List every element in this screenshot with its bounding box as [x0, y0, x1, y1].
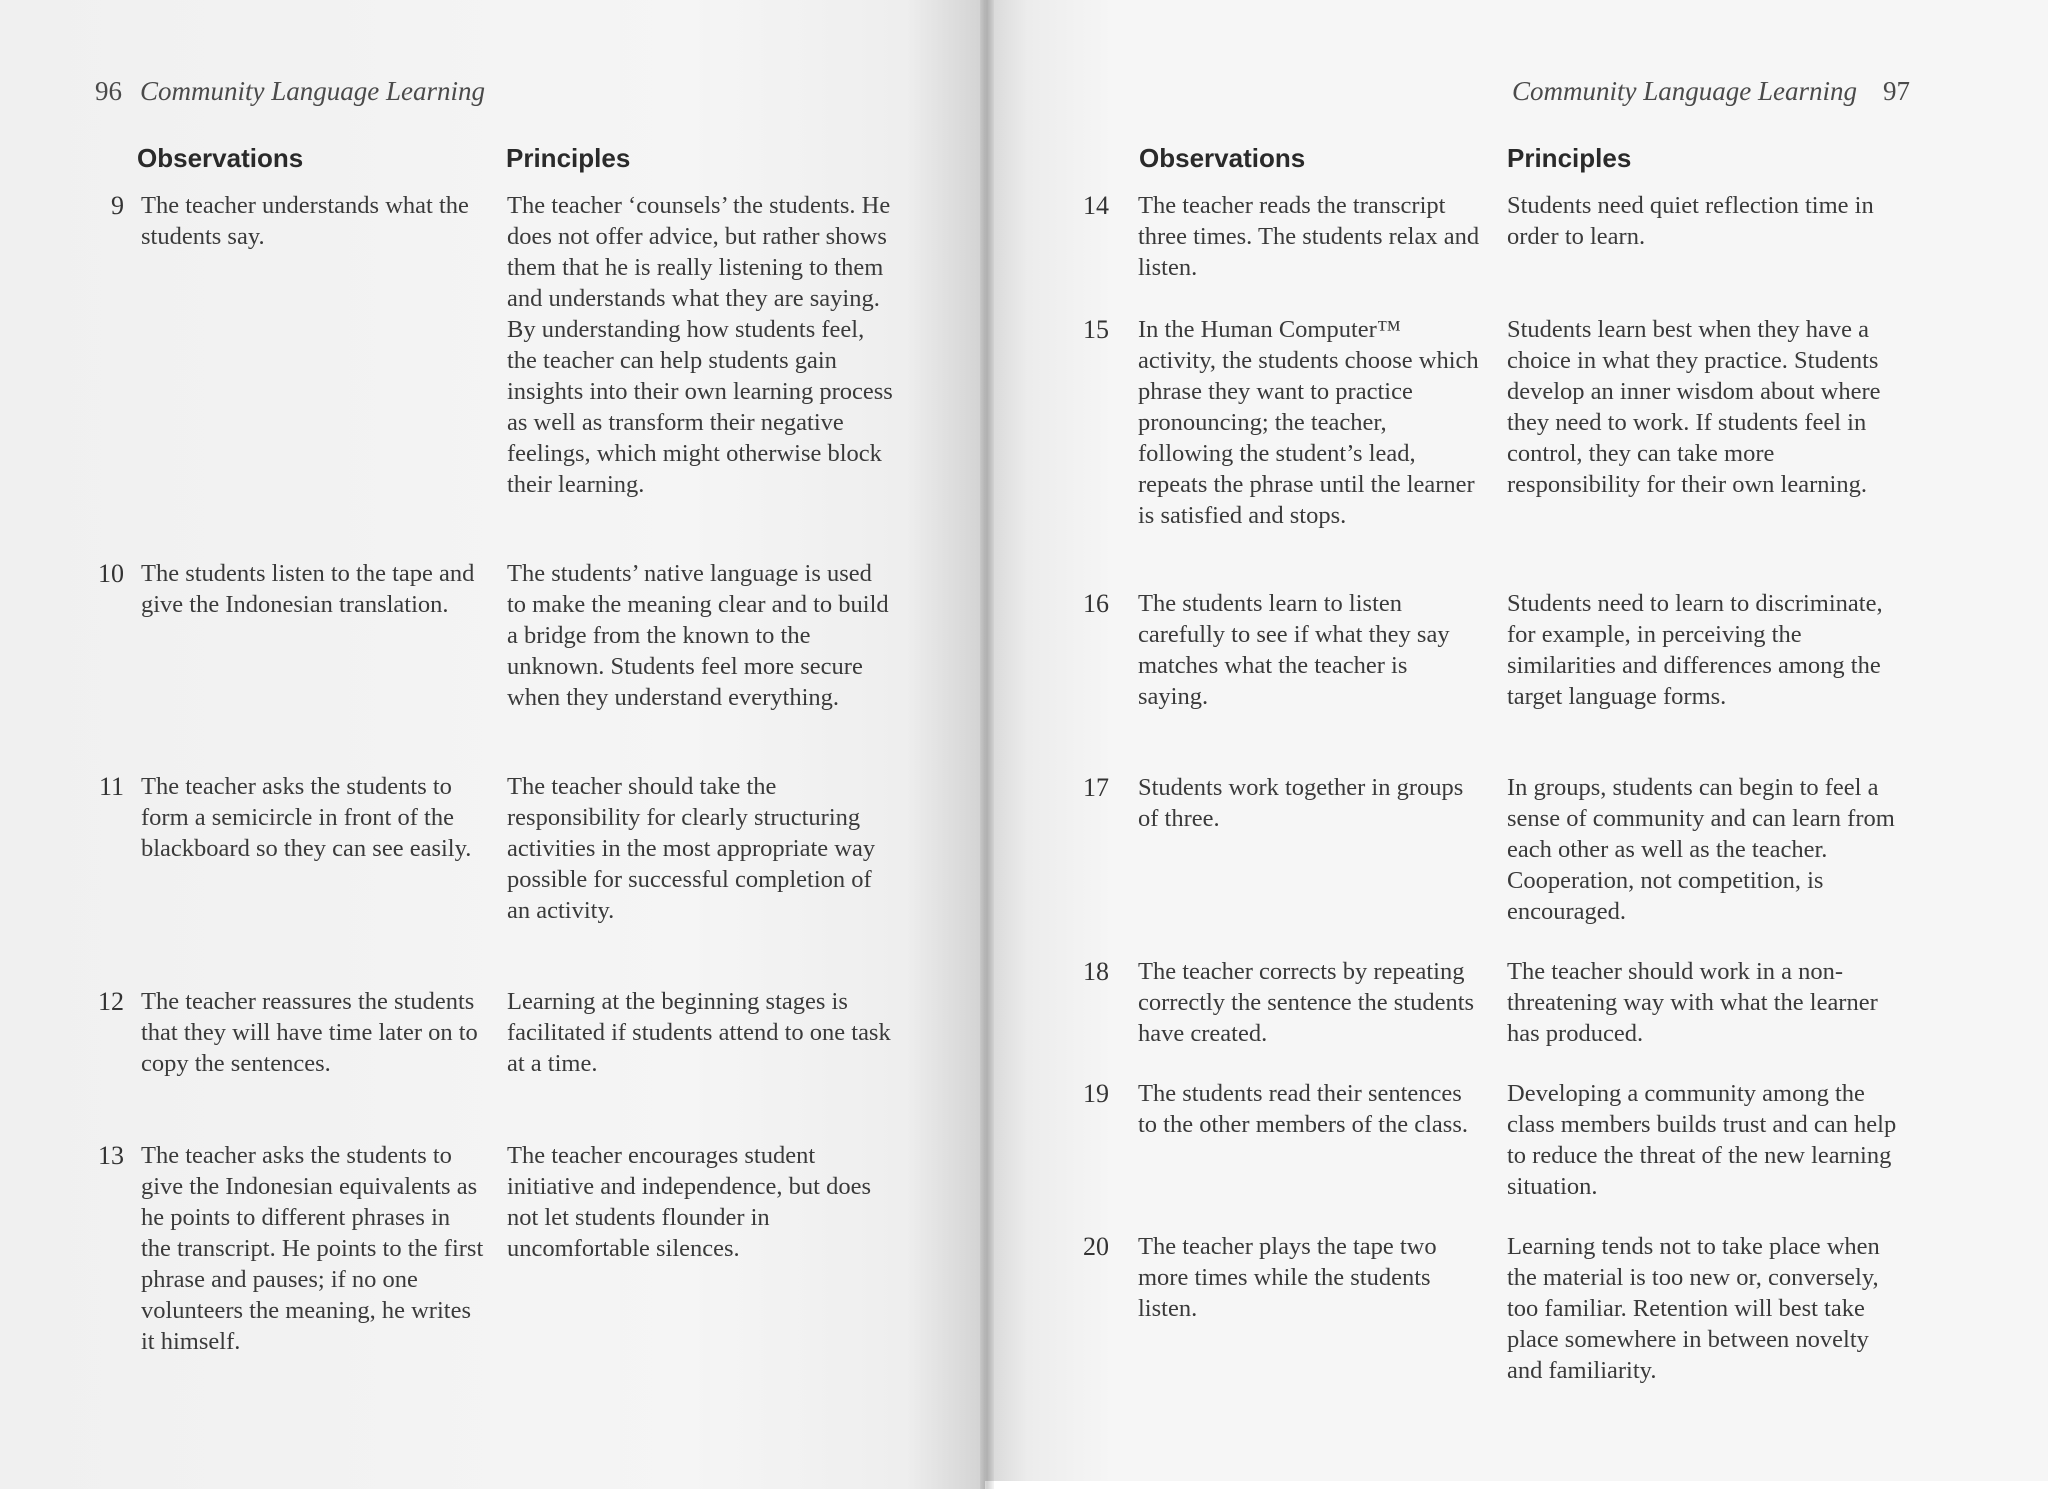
- principle-text: Students need quiet reflection time in order to learn.: [1507, 192, 1874, 250]
- principle-text: The teacher should work in a non-threatening way with what the learner has produced.: [1507, 958, 1878, 1047]
- principle-text: Students learn best when they have a choice in what they practice. Students develop an inner wisdom about where they need to work. If students feel in control, they can take more responsibility for their own learning.: [1507, 316, 1881, 498]
- entry-number: 15: [1083, 315, 1109, 344]
- principle-text: In groups, students can begin to feel a sense of community and can learn from each other as well as the teacher. Cooperation, not competition, is encouraged.: [1507, 774, 1895, 925]
- left-page: [0, 0, 985, 1489]
- running-head-left: [95, 76, 485, 107]
- entry-number: 17: [1083, 773, 1109, 802]
- principle-text: The teacher should take the responsibility for clearly structuring activities in the most appropriate way possible for successful completion of an activity.: [507, 773, 876, 924]
- running-head-right: [1512, 76, 1910, 107]
- principles-heading-left: Principles: [506, 143, 631, 173]
- entry-number: 19: [1083, 1079, 1109, 1108]
- principle-text: The teacher ‘counsels’ the students. He does not offer advice, but rather shows them that he is really listening to them and understands what they are saying. By understanding how students feel, the teacher can help students gain insights into their own learning process as well as transform their negative feelings, which might otherwise block their learning.: [507, 192, 893, 498]
- entry-number: 14: [1083, 191, 1109, 220]
- observation-text: The students read their sentences to the other members of the class.: [1138, 1080, 1468, 1138]
- right-page: [985, 0, 2048, 1489]
- entry-number: 11: [98, 772, 124, 801]
- entry-number: 9: [111, 191, 124, 220]
- observation-text: The students learn to listen carefully to see if what they say matches what the teacher is saying.: [1138, 590, 1450, 710]
- observation-text: The teacher reads the transcript three times. The students relax and listen.: [1138, 192, 1480, 281]
- observations-heading-left: Observations: [137, 143, 304, 173]
- observation-text: The teacher reassures the students that they will have time later on to copy the sentences.: [141, 988, 478, 1077]
- principle-text: The teacher encourages student initiative and independence, but does not let students flounder in uncomfortable silences.: [507, 1142, 871, 1262]
- entry-number: 18: [1083, 957, 1109, 986]
- entry-number: 20: [1083, 1232, 1109, 1261]
- principle-text: Learning at the beginning stages is facilitated if students attend to one task at a time.: [507, 988, 891, 1077]
- page-number-left: 96: [95, 76, 122, 106]
- observation-text: Students work together in groups of three.: [1138, 774, 1464, 832]
- observation-text: In the Human Computer™ activity, the students choose which phrase they want to practice pronouncing; the teacher, following the student’s lead, repeats the phrase until the learner is satisfied and stops.: [1138, 316, 1479, 529]
- entry-number: 12: [98, 987, 124, 1016]
- observation-text: The teacher asks the students to give the Indonesian equivalents as he points to different phrases in the transcript. He points to the first phrase and pauses; if no one volunteers the meaning, he writes it himself.: [141, 1142, 484, 1355]
- observation-text: The students listen to the tape and give the Indonesian translation.: [141, 560, 475, 618]
- running-title-right: Community Language Learning: [1511, 76, 1857, 106]
- page-number-right: 97: [1883, 76, 1910, 106]
- running-title-left: Community Language Learning: [140, 76, 486, 106]
- observations-heading-right: Observations: [1139, 143, 1306, 173]
- book-gutter: [980, 0, 994, 1489]
- observation-text: The teacher corrects by repeating correctly the sentence the students have created.: [1138, 958, 1475, 1047]
- observation-text: The teacher asks the students to form a semicircle in front of the blackboard so they can see easily.: [141, 773, 472, 862]
- observation-text: The teacher plays the tape two more times while the students listen.: [1138, 1233, 1437, 1322]
- principle-text: Students need to learn to discriminate, for example, in perceiving the similarities and differences among the target language forms.: [1507, 590, 1883, 710]
- principle-text: The students’ native language is used to make the meaning clear and to build a bridge from the known to the unknown. Students feel more secure when they understand everything.: [507, 560, 889, 711]
- principle-text: Developing a community among the class members builds trust and can help to reduce the threat of the new learning situation.: [1507, 1080, 1897, 1200]
- entry-number: 16: [1083, 589, 1109, 618]
- observation-text: The teacher understands what the students say.: [141, 192, 469, 250]
- entry-number: 10: [98, 559, 124, 588]
- principles-heading-right: Principles: [1507, 143, 1632, 173]
- principle-text: Learning tends not to take place when the material is too new or, conversely, too familiar. Retention will best take place somewhere in between novelty and familiarity.: [1507, 1233, 1880, 1384]
- entry-number: 13: [98, 1141, 124, 1170]
